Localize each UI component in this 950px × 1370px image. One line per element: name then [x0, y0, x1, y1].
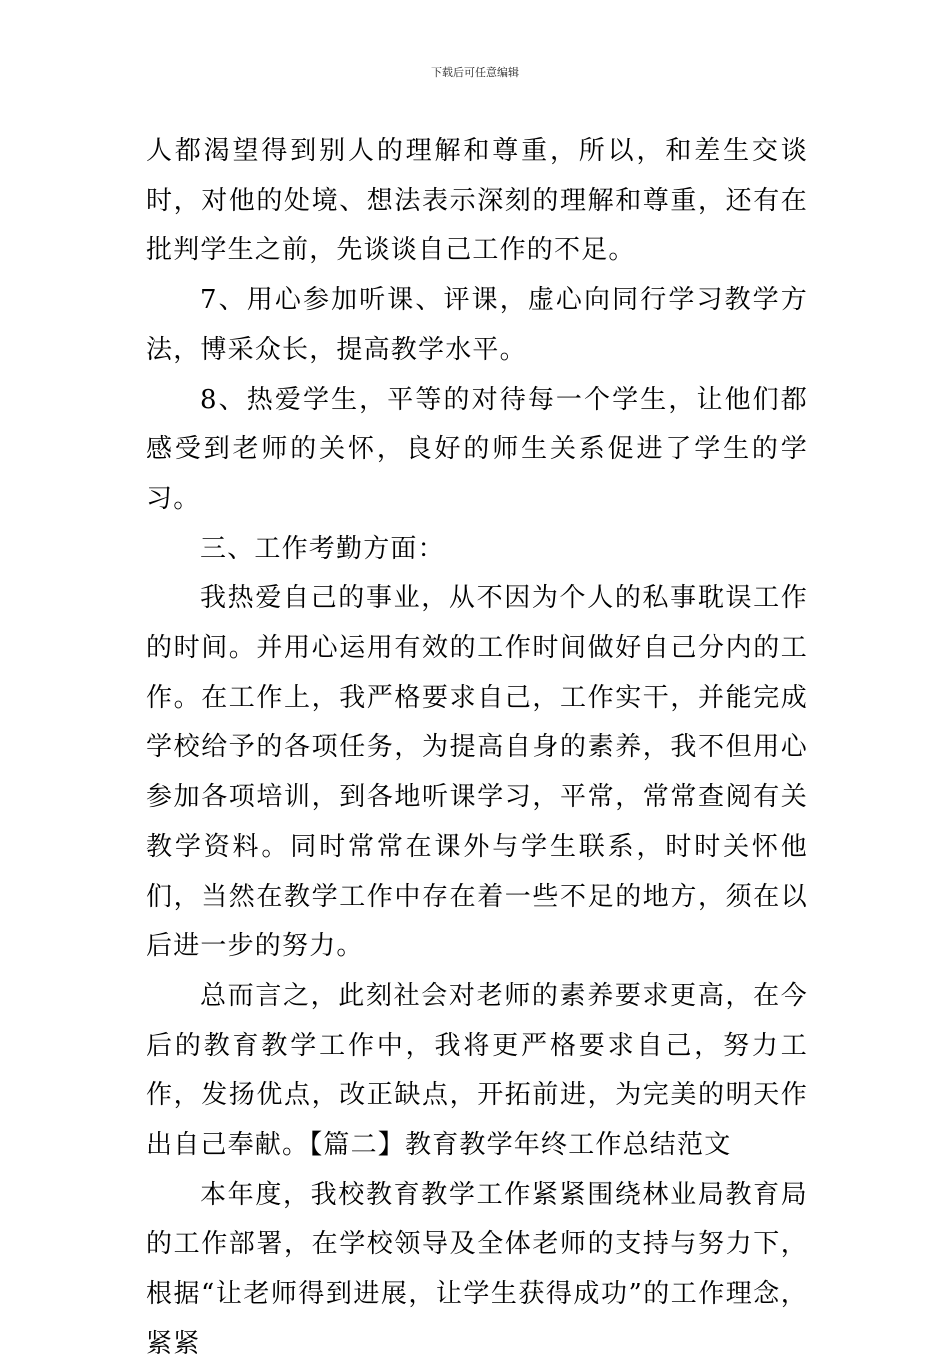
paragraph-1: 人都渴望得到别人的理解和尊重，所以，和差生交谈时，对他的处境、想法表示深刻的理解和尊重，还有在批判学生之前，先谈谈自己工作的不足。	[146, 136, 808, 266]
paragraph-4: 我热爱自己的事业，从不因为个人的私事耽误工作的时间。并用心运用有效的工作时间做好自己分内的工作。在工作上，我严格要求自己，工作实干，并能完成学校给予的各项任务，为提高自身的素养，我不但用心参加各项培训，到各地听课学习，平常，常常查阅有关教学资料。同时常常在课外与学生联系，时时关怀他们，当然在教学工作中存在着一些不足的地方，须在以后进一步的努力。	[146, 583, 808, 962]
section-heading: 三、工作考勤方面：	[200, 533, 445, 564]
document-body	[146, 127, 808, 1370]
paragraph-6: 本年度，我校教育教学工作紧紧围绕林业局教育局的工作部署，在学校领导及全体老师的支持与努力下，根据“让老师得到进展，让学生获得成功”的工作理念，紧紧	[146, 1179, 808, 1359]
paragraph-5: 总而言之，此刻社会对老师的素养要求更高，在今后的教育教学工作中，我将更严格要求自己，努力工作，发扬优点，改正缺点，开拓前进，为完美的明天作出自己奉献。【篇二】教育教学年终工作总结范文	[146, 980, 808, 1161]
page-header: 下载后可任意编辑	[431, 66, 519, 79]
paragraph-2: 7、用心参加听课、评课，虚心向同行学习教学方法，博采众长，提高教学水平。	[146, 285, 808, 365]
paragraph-3: 8、热爱学生，平等的对待每一个学生，让他们都感受到老师的关怀，良好的师生关系促进了学生的学习。	[146, 384, 808, 514]
